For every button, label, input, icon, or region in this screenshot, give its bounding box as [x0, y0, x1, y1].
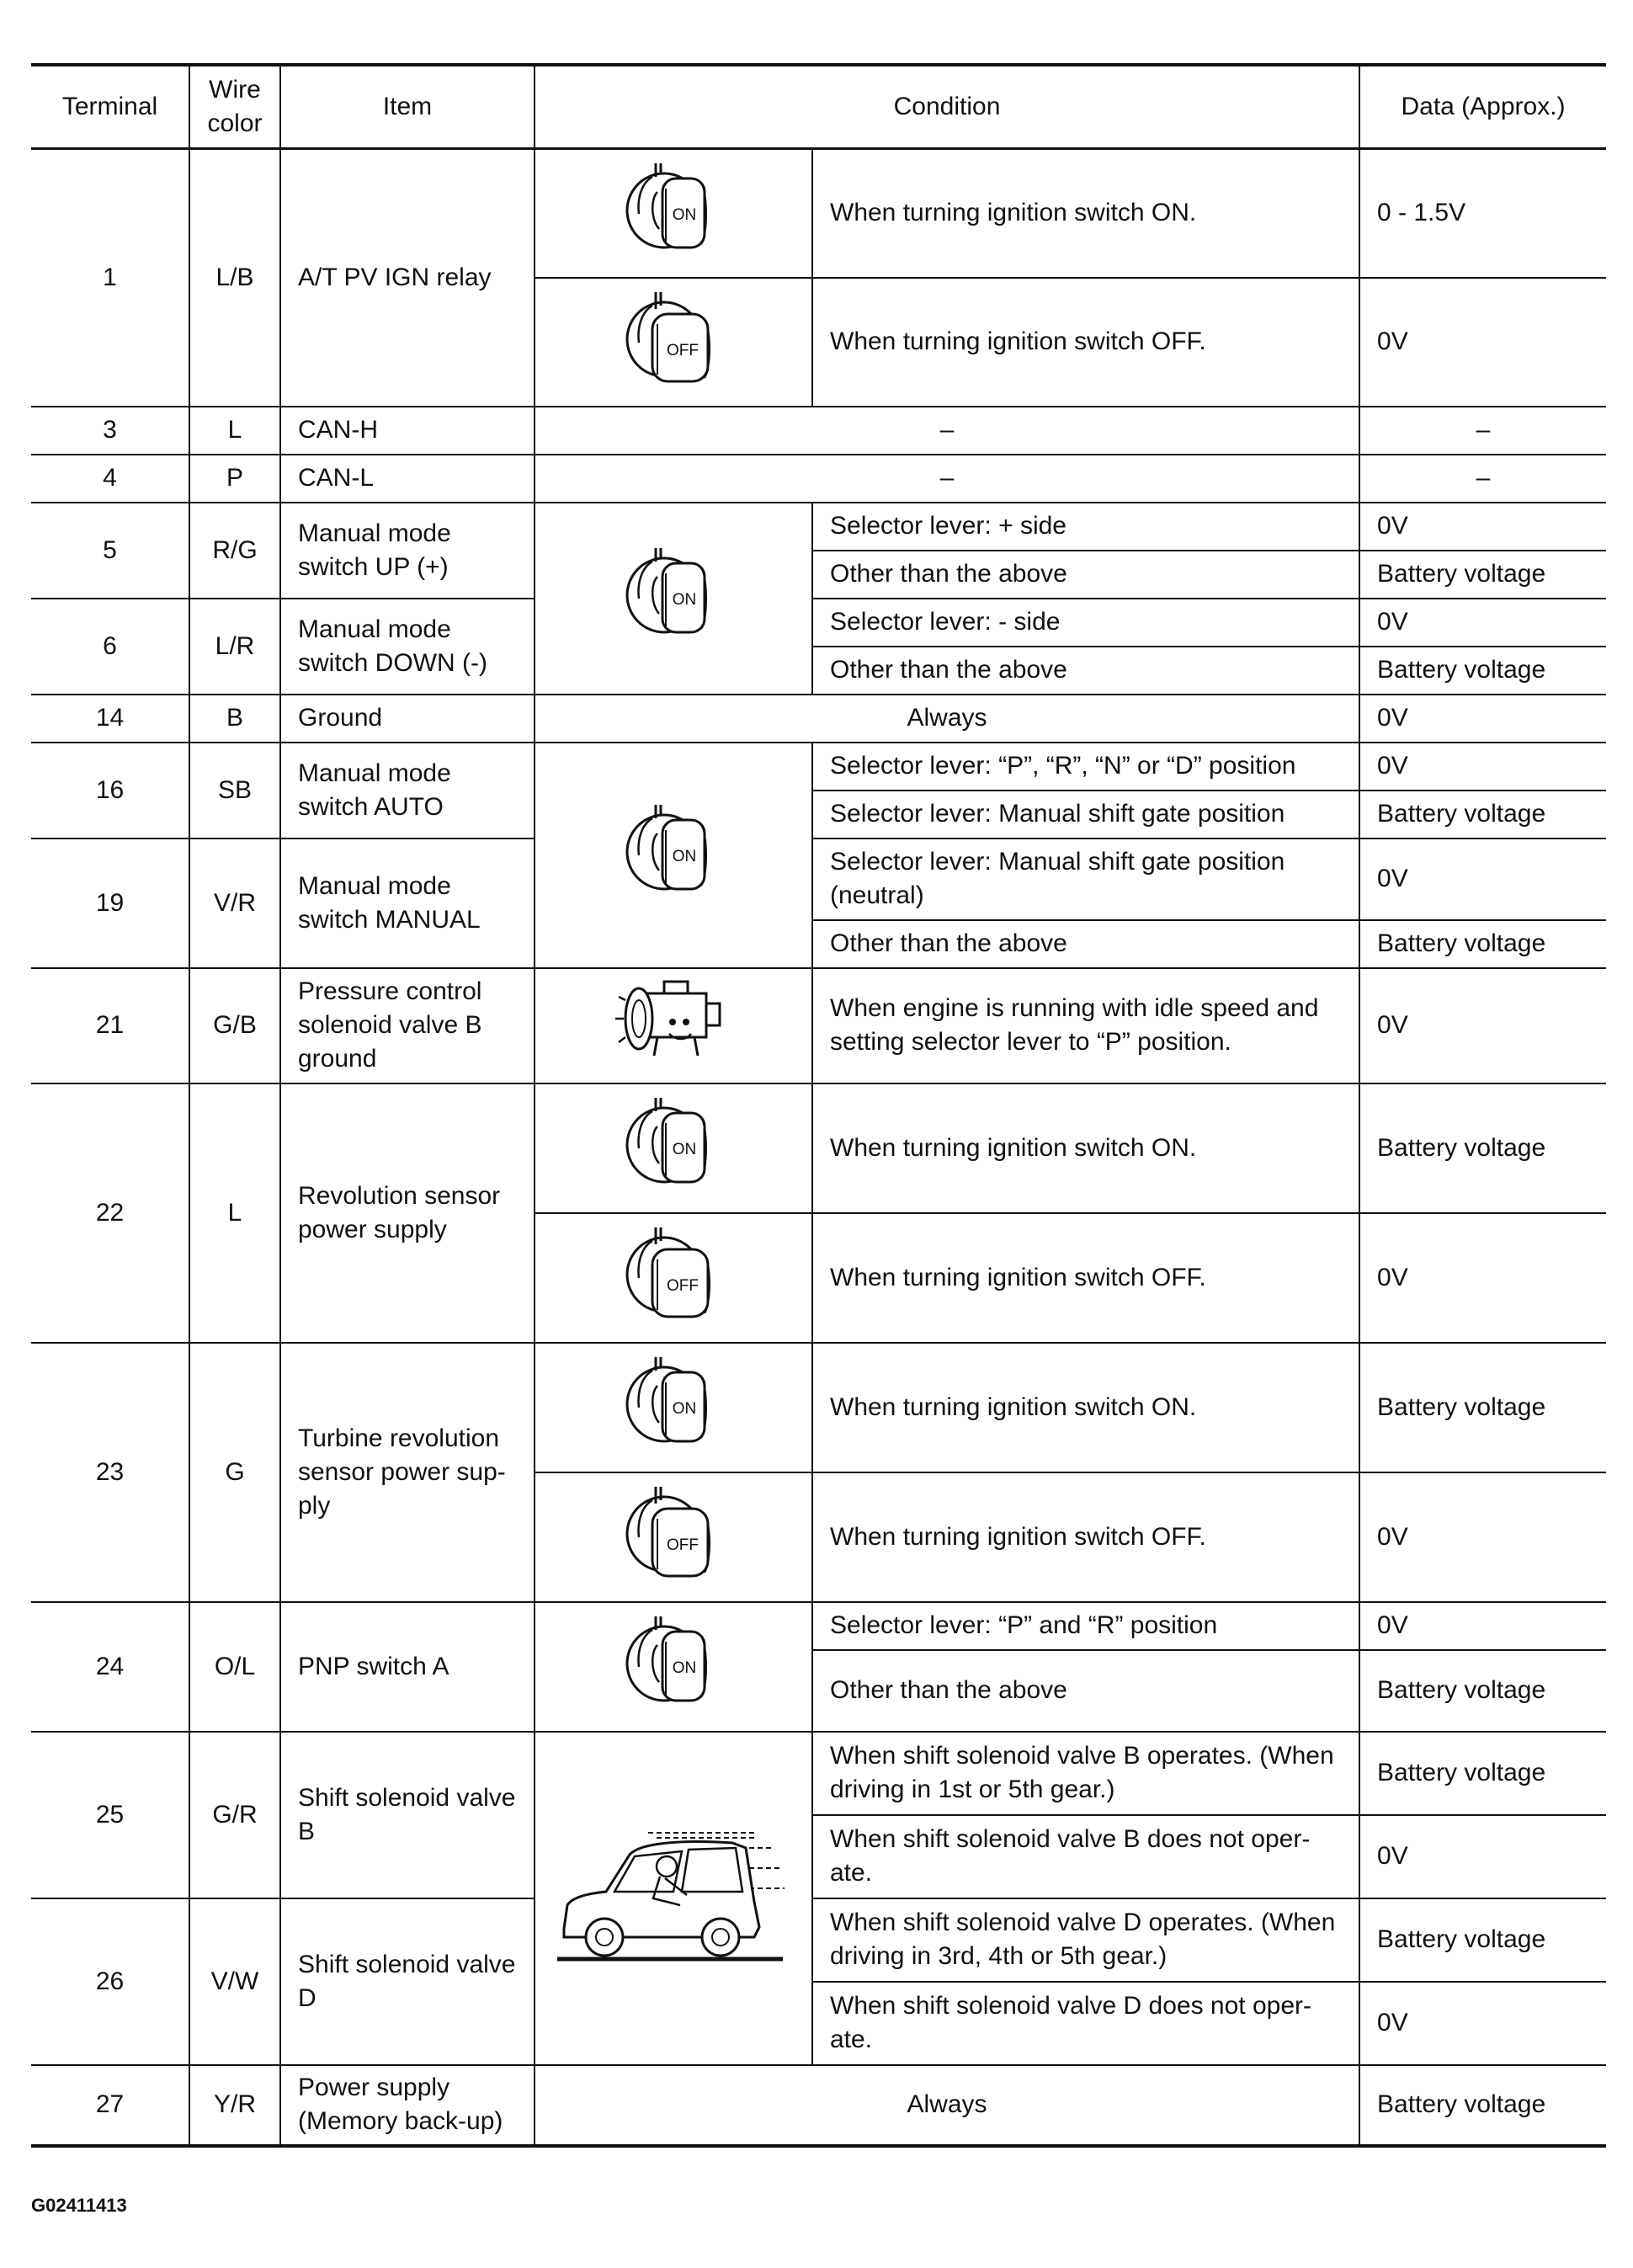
table-row	[31, 149, 1606, 278]
header-condition: Condition	[535, 65, 1359, 149]
data-cell: Battery voltage	[1359, 1898, 1606, 1982]
table-row	[31, 839, 1606, 920]
ignition-key-off-icon	[535, 278, 812, 407]
wire-color-cell: L/B	[189, 149, 280, 407]
item-cell: Ground	[280, 695, 535, 743]
terminal-cell: 6	[31, 599, 189, 695]
condition-cell: –	[535, 455, 1359, 503]
table-row	[31, 1083, 1606, 1213]
terminal-cell: 16	[31, 743, 189, 839]
item-cell: Shift solenoid valve D	[280, 1898, 535, 2065]
condition-cell: Selector lever: - side	[812, 599, 1359, 647]
table-row	[31, 2065, 1606, 2146]
table-row	[31, 407, 1606, 455]
table-row	[31, 599, 1606, 647]
data-cell: 0V	[1359, 1213, 1606, 1343]
data-cell: 0V	[1359, 695, 1606, 743]
data-cell: Battery voltage	[1359, 2065, 1606, 2146]
wire-color-cell: G	[189, 1343, 280, 1602]
condition-cell: Selector lever: “P” and “R” position	[812, 1602, 1359, 1650]
condition-cell: Other than the above	[812, 1650, 1359, 1732]
terminal-cell: 27	[31, 2065, 189, 2146]
data-cell: Battery voltage	[1359, 551, 1606, 599]
terminal-cell: 24	[31, 1602, 189, 1732]
data-cell: Battery voltage	[1359, 791, 1606, 839]
ignition-key-off-icon	[535, 1213, 812, 1343]
ignition-key-on-icon	[535, 503, 812, 695]
figure-code: G02411413	[31, 2195, 127, 2216]
terminal-cell: 23	[31, 1343, 189, 1602]
data-cell: Battery voltage	[1359, 1650, 1606, 1732]
condition-cell: When shift solenoid valve D does not oper-ate.	[812, 1982, 1359, 2065]
data-cell: 0V	[1359, 503, 1606, 551]
terminal-cell: 3	[31, 407, 189, 455]
item-cell: Power supply (Memory back-up)	[280, 2065, 535, 2146]
data-cell: 0V	[1359, 968, 1606, 1083]
wire-color-cell: V/W	[189, 1898, 280, 2065]
table-row	[31, 1343, 1606, 1472]
wire-color-cell: O/L	[189, 1602, 280, 1732]
table-row	[31, 968, 1606, 1083]
condition-cell: Always	[535, 2065, 1359, 2146]
table-row	[31, 1732, 1606, 1815]
ignition-key-on-icon	[535, 743, 812, 968]
condition-cell: Other than the above	[812, 647, 1359, 695]
condition-cell: Other than the above	[812, 920, 1359, 968]
vehicle-driving-icon	[535, 1732, 812, 2065]
data-cell: Battery voltage	[1359, 1083, 1606, 1213]
item-cell: Turbine revolution sensor power sup-ply	[280, 1343, 535, 1602]
condition-cell: Selector lever: “P”, “R”, “N” or “D” position	[812, 743, 1359, 791]
data-cell: Battery voltage	[1359, 647, 1606, 695]
terminal-cell: 26	[31, 1898, 189, 2065]
wire-color-cell: G/R	[189, 1732, 280, 1898]
item-cell: Shift solenoid valve B	[280, 1732, 535, 1898]
data-cell: 0 - 1.5V	[1359, 149, 1606, 278]
header-row	[31, 65, 1606, 149]
data-cell: Battery voltage	[1359, 920, 1606, 968]
item-cell: Manual mode switch MANUAL	[280, 839, 535, 968]
condition-cell: When shift solenoid valve B does not oper-ate.	[812, 1815, 1359, 1898]
table-row	[31, 1602, 1606, 1650]
data-cell: 0V	[1359, 278, 1606, 407]
header-data: Data (Approx.)	[1359, 65, 1606, 149]
terminal-cell: 4	[31, 455, 189, 503]
data-cell: –	[1359, 407, 1606, 455]
wire-color-cell: V/R	[189, 839, 280, 968]
data-cell: Battery voltage	[1359, 1732, 1606, 1815]
condition-cell: Always	[535, 695, 1359, 743]
data-cell: 0V	[1359, 1982, 1606, 2065]
terminal-cell: 14	[31, 695, 189, 743]
data-cell: 0V	[1359, 743, 1606, 791]
wire-color-cell: P	[189, 455, 280, 503]
condition-cell: –	[535, 407, 1359, 455]
data-cell: 0V	[1359, 1472, 1606, 1602]
condition-cell: When engine is running with idle speed and setting selector lever to “P” position.	[812, 968, 1359, 1083]
item-cell: A/T PV IGN relay	[280, 149, 535, 407]
terminal-cell: 22	[31, 1083, 189, 1343]
condition-cell: Selector lever: Manual shift gate position	[812, 791, 1359, 839]
terminal-cell: 1	[31, 149, 189, 407]
condition-cell: When turning ignition switch OFF.	[812, 1472, 1359, 1602]
header-wire-color: Wire color	[189, 65, 280, 149]
engine-running-icon	[535, 968, 812, 1083]
table-row	[31, 743, 1606, 791]
wire-color-cell: L	[189, 407, 280, 455]
condition-cell: Selector lever: + side	[812, 503, 1359, 551]
condition-cell: When shift solenoid valve B operates. (When driving in 1st or 5th gear.)	[812, 1732, 1359, 1815]
data-cell: 0V	[1359, 839, 1606, 920]
item-cell: Pressure control solenoid valve B ground	[280, 968, 535, 1083]
terminal-cell: 19	[31, 839, 189, 968]
item-cell: CAN-H	[280, 407, 535, 455]
data-cell: 0V	[1359, 599, 1606, 647]
wire-color-cell: L	[189, 1083, 280, 1343]
table-row	[31, 503, 1606, 551]
condition-cell: Selector lever: Manual shift gate position (neutral)	[812, 839, 1359, 920]
header-item: Item	[280, 65, 535, 149]
table-row	[31, 1898, 1606, 1982]
wire-color-cell: SB	[189, 743, 280, 839]
item-cell: Manual mode switch DOWN (-)	[280, 599, 535, 695]
item-cell: CAN-L	[280, 455, 535, 503]
terminal-cell: 25	[31, 1732, 189, 1898]
ignition-key-on-icon	[535, 149, 812, 278]
condition-cell: When turning ignition switch OFF.	[812, 1213, 1359, 1343]
wire-color-cell: R/G	[189, 503, 280, 599]
ignition-key-on-icon	[535, 1602, 812, 1732]
terminal-cell: 5	[31, 503, 189, 599]
condition-cell: Other than the above	[812, 551, 1359, 599]
header-terminal: Terminal	[31, 65, 189, 149]
ignition-key-on-icon	[535, 1343, 812, 1472]
ignition-key-off-icon	[535, 1472, 812, 1602]
data-cell: 0V	[1359, 1815, 1606, 1898]
ignition-key-on-icon	[535, 1083, 812, 1213]
item-cell: Revolution sensor power supply	[280, 1083, 535, 1343]
wire-color-cell: Y/R	[189, 2065, 280, 2146]
wire-color-cell: G/B	[189, 968, 280, 1083]
condition-cell: When turning ignition switch ON.	[812, 1343, 1359, 1472]
wire-color-cell: B	[189, 695, 280, 743]
condition-cell: When turning ignition switch ON.	[812, 1083, 1359, 1213]
item-cell: Manual mode switch UP (+)	[280, 503, 535, 599]
table-row	[31, 695, 1606, 743]
condition-cell: When turning ignition switch OFF.	[812, 278, 1359, 407]
item-cell: Manual mode switch AUTO	[280, 743, 535, 839]
data-cell: 0V	[1359, 1602, 1606, 1650]
table-row	[31, 455, 1606, 503]
data-cell: –	[1359, 455, 1606, 503]
condition-cell: When shift solenoid valve D operates. (When driving in 3rd, 4th or 5th gear.)	[812, 1898, 1359, 1982]
data-cell: Battery voltage	[1359, 1343, 1606, 1472]
condition-cell: When turning ignition switch ON.	[812, 149, 1359, 278]
wire-color-cell: L/R	[189, 599, 280, 695]
terminal-cell: 21	[31, 968, 189, 1083]
item-cell: PNP switch A	[280, 1602, 535, 1732]
terminal-data-table	[31, 63, 1606, 2148]
